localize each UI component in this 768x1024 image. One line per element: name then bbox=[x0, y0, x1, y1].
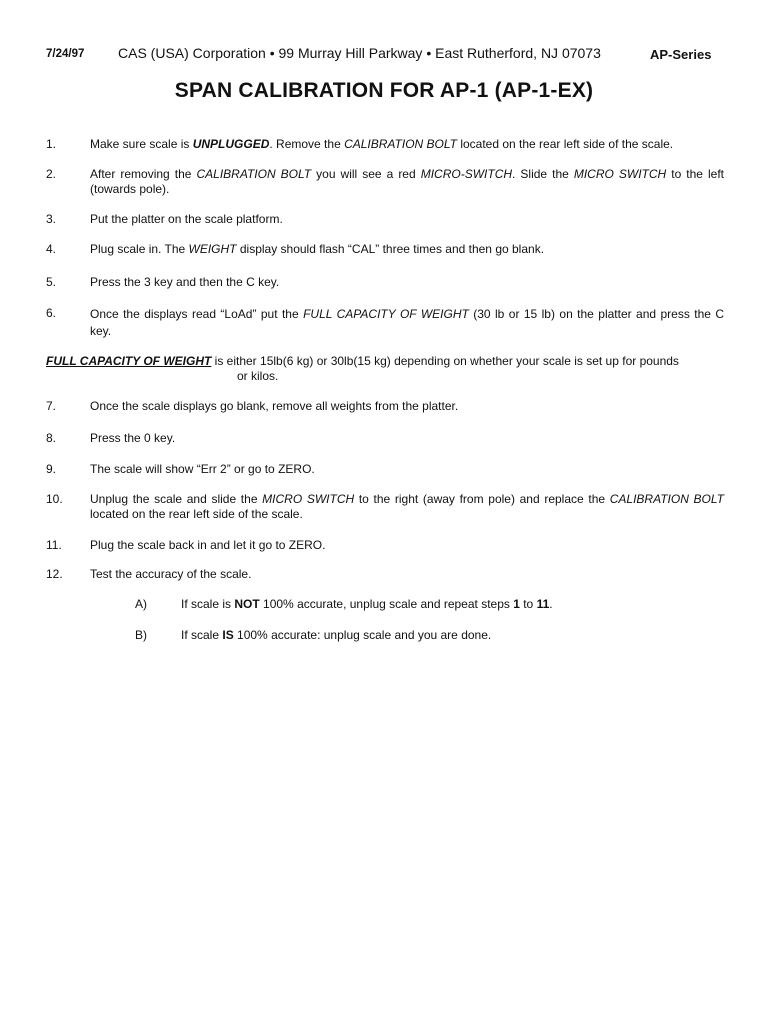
step-8-text: Press the 0 key. bbox=[90, 431, 176, 445]
step-number: 2. bbox=[46, 167, 57, 181]
step-number: 5. bbox=[46, 275, 57, 289]
step-number: 7. bbox=[46, 399, 57, 413]
step-number: 3. bbox=[46, 212, 57, 226]
step-number: 12. bbox=[46, 567, 63, 581]
step-number: 9. bbox=[46, 462, 57, 476]
step-6-text: Once the displays read “LoAd” put the FULL CAPACITY OF WEIGHT (30 lb or 15 lb) on the platter and press the C key. bbox=[90, 307, 725, 338]
step-3-text: Put the platter on the scale platform. bbox=[90, 212, 283, 226]
step-11-text: Plug the scale back in and let it go to ZERO. bbox=[90, 538, 326, 552]
step-9-text: The scale will show “Err 2” or go to ZERO. bbox=[90, 462, 315, 476]
step-number: 10. bbox=[46, 492, 63, 506]
substep-a-text: If scale is NOT 100% accurate, unplug scale and repeat steps 1 to 11. bbox=[181, 597, 553, 611]
product-series: AP-Series bbox=[650, 47, 712, 62]
step-number: 11. bbox=[46, 538, 62, 552]
document-date: 7/24/97 bbox=[46, 48, 85, 60]
substep-label: A) bbox=[135, 597, 147, 611]
step-5-text: Press the 3 key and then the C key. bbox=[90, 275, 280, 289]
step-1-text: Make sure scale is UNPLUGGED. Remove the CALIBRATION BOLT located on the rear left side of the scale. bbox=[90, 137, 674, 151]
step-number: 8. bbox=[46, 431, 57, 445]
step-12-text: Test the accuracy of the scale. bbox=[90, 567, 252, 581]
note-term: FULL CAPACITY OF WEIGHT bbox=[46, 354, 212, 368]
capacity-note: FULL CAPACITY OF WEIGHT is either 15lb(6 kg) or 30lb(15 kg) depending on whether your scale is set up for pounds bbox=[46, 354, 679, 368]
step-7-text: Once the scale displays go blank, remove all weights from the platter. bbox=[90, 399, 459, 413]
substep-label: B) bbox=[135, 628, 147, 642]
step-4-text: Plug scale in. The WEIGHT display should flash “CAL” three times and then go blank. bbox=[90, 242, 545, 256]
step-10-text: Unplug the scale and slide the MICRO SWITCH to the right (away from pole) and replace the CALIBRATION BOLT located on the rear left side of the scale. bbox=[90, 492, 724, 521]
company-address-line: CAS (USA) Corporation • 99 Murray Hill Parkway • East Rutherford, NJ 07073 bbox=[118, 45, 601, 61]
step-number: 6. bbox=[46, 306, 57, 320]
substep-b-text: If scale IS 100% accurate: unplug scale and you are done. bbox=[181, 628, 492, 642]
page-title: SPAN CALIBRATION FOR AP-1 (AP-1-EX) bbox=[174, 79, 594, 102]
capacity-note-continuation: or kilos. bbox=[237, 369, 279, 383]
step-number: 4. bbox=[46, 242, 57, 256]
step-2-text: After removing the CALIBRATION BOLT you will see a red MICRO-SWITCH. Slide the MICRO SWITCH to the left (towards pole). bbox=[90, 167, 725, 196]
step-number: 1. bbox=[46, 137, 57, 151]
